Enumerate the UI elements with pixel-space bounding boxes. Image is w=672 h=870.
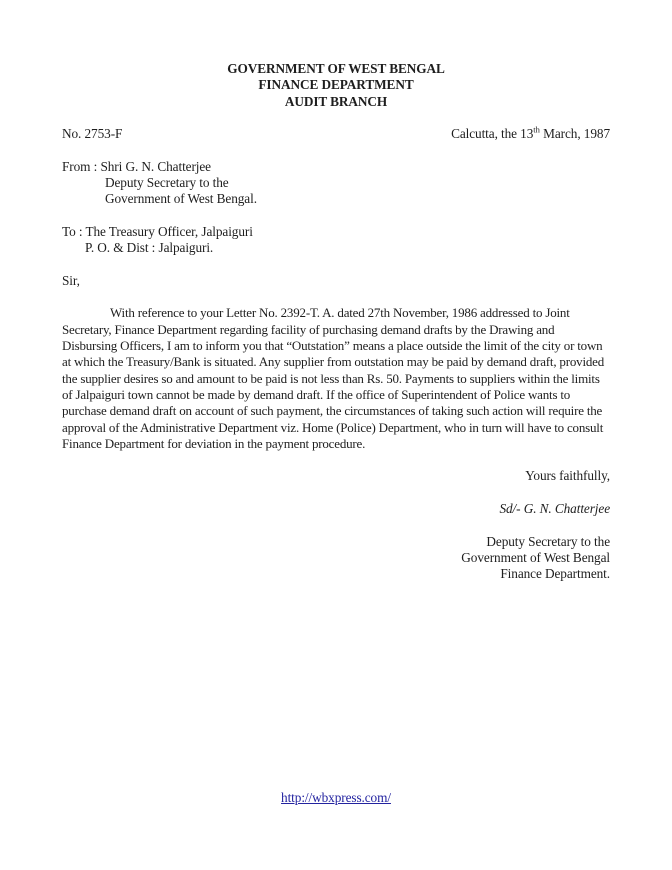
spacer xyxy=(62,485,610,501)
spacer xyxy=(62,142,610,158)
salutation: Sir, xyxy=(62,272,80,288)
date-prefix: Calcutta, the 13 xyxy=(451,126,534,142)
recipient-name-line: To : The Treasury Officer, Jalpaiguri xyxy=(62,223,253,239)
reference-row xyxy=(62,126,610,142)
spacer xyxy=(62,289,610,305)
recipient-address-line: P. O. & Dist : Jalpaiguri. xyxy=(85,240,214,256)
signatory-department-line: Finance Department. xyxy=(500,566,610,582)
spacer xyxy=(62,110,610,126)
sender-designation-line: Deputy Secretary to the xyxy=(105,175,229,191)
footer-website-link[interactable]: http://wbxpress.com/ xyxy=(281,790,391,805)
letterhead xyxy=(62,61,610,110)
spacer xyxy=(62,208,610,224)
recipient-block xyxy=(62,224,610,257)
spacer xyxy=(62,517,610,533)
footer xyxy=(0,790,672,806)
signatory-organisation-line: Government of West Bengal xyxy=(461,549,610,565)
place-date xyxy=(451,126,610,142)
sender-block xyxy=(62,159,610,208)
spacer xyxy=(62,452,610,468)
spacer xyxy=(62,257,610,273)
letterhead-department-line: FINANCE DEPARTMENT xyxy=(258,77,414,93)
letter-body-paragraph: With reference to your Letter No. 2392-T. A. dated 27th November, 1986 addressed to Joint Secretary, Finance Department regarding facility of purchasing demand drafts by the Drawing and Disbursing Officers, I am to inform you that “Outstation” means a place outside the limit of the city or town at which the Treasury/Bank is situated. Any supplier from outstation may be paid by demand draft, provided the supplier desires so and amount to be paid is not less than Rs. 50. Payments to suppliers within the limits of Jalpaiguri town cannot be made by demand draft. If the office of Superintendent of Police wants to purchase demand draft on account of such payment, the circumstances of taking such action will require the approval of the Administrative Department viz. Home (Police) Department, who in turn will have to consult Finance Department for deviation in the payment procedure. xyxy=(62,305,605,451)
signature: Sd/- G. N. Chatterjee xyxy=(499,501,610,517)
letterhead-branch-line: AUDIT BRANCH xyxy=(284,93,388,109)
sender-organisation-line: Government of West Bengal. xyxy=(105,191,257,207)
letterhead-government-line: GOVERNMENT OF WEST BENGAL xyxy=(227,61,445,76)
memo-number: No. 2753-F xyxy=(62,126,123,142)
date-ordinal-superscript: th xyxy=(533,124,540,135)
signatory-designation-line: Deputy Secretary to the xyxy=(486,533,610,549)
signatory-designation-block xyxy=(62,534,610,583)
valediction: Yours faithfully, xyxy=(525,468,610,484)
sender-name-line: From : Shri G. N. Chatterjee xyxy=(62,158,211,174)
date-suffix: March, 1987 xyxy=(539,126,610,142)
